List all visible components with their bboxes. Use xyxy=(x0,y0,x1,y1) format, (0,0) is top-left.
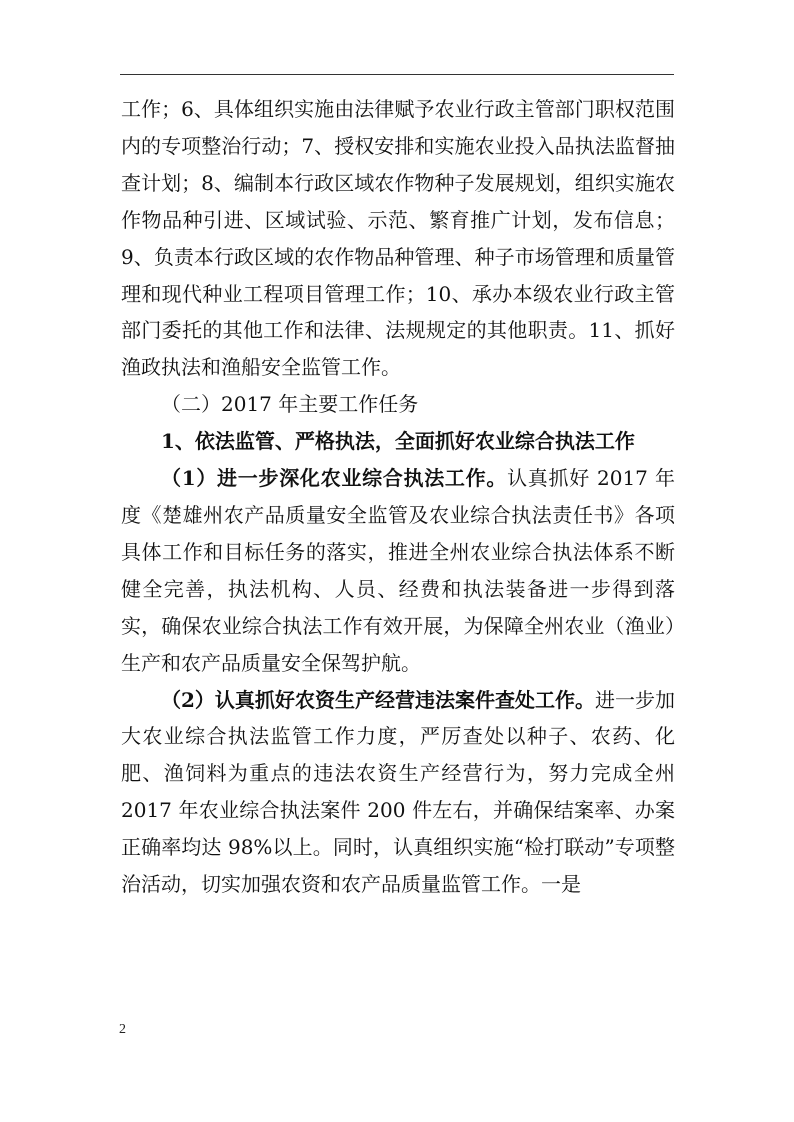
subsection-heading: 1、依法监管、严格执法，全面抓好农业综合执法工作 xyxy=(161,429,635,454)
continued-paragraph: 工作；6、具体组织实施由法律赋予农业行政主管部门职权范围内的专项整治行动；7、授权安排和实施农业投入品执法监督抽查计划；8、编制本行政区域农作物种子发展规划，组织实施农作物品种引进、区域试验、示范、繁育推广计划，发布信息；9、负责本行政区域的农作物品种管理、种子市场管理和质量管理和现代种业工程项目管理工作；10、承办本级农业行政主管部门委托的其他工作和法律、法规规定的其他职责。11、抓好渔政执法和渔船安全监管工作。 xyxy=(121,97,675,380)
item-2-title: （2）认真抓好农资生产经营违法案件查处工作。 xyxy=(161,687,595,712)
page-number: 2 xyxy=(119,1022,126,1037)
section-heading: （二）2017 年主要工作任务 xyxy=(161,392,419,417)
item-2-body: 进一步加大农业综合执法监管工作力度，严厉查处以种子、农药、化肥、渔饲料为重点的违法农资生产经营行为，努力完成全州 2017 年农业综合执法案件 200 件左右，并确保结案率、办案正确率均达 98%以上。同时，认真组织实施“检打联动”专项整治活动，切实加强农资和农产品质量监管工作。一是 xyxy=(121,687,675,897)
document-body xyxy=(121,91,675,903)
item-1-body: 认真抓好 2017 年度《楚雄州农产品质量安全监管及农业综合执法责任书》各项具体工作和目标任务的落实，推进全州农业综合执法体系不断健全完善，执法机构、人员、经费和执法装备进一步得到落实，确保农业综合执法工作有效开展，为保障全州农业（渔业）生产和农产品质量安全保驾护航。 xyxy=(121,466,675,675)
item-1-title: （1）进一步深化农业综合执法工作。 xyxy=(161,466,508,491)
item-1-paragraph xyxy=(121,460,675,681)
header-rule xyxy=(120,74,674,75)
item-2-paragraph xyxy=(121,682,675,903)
